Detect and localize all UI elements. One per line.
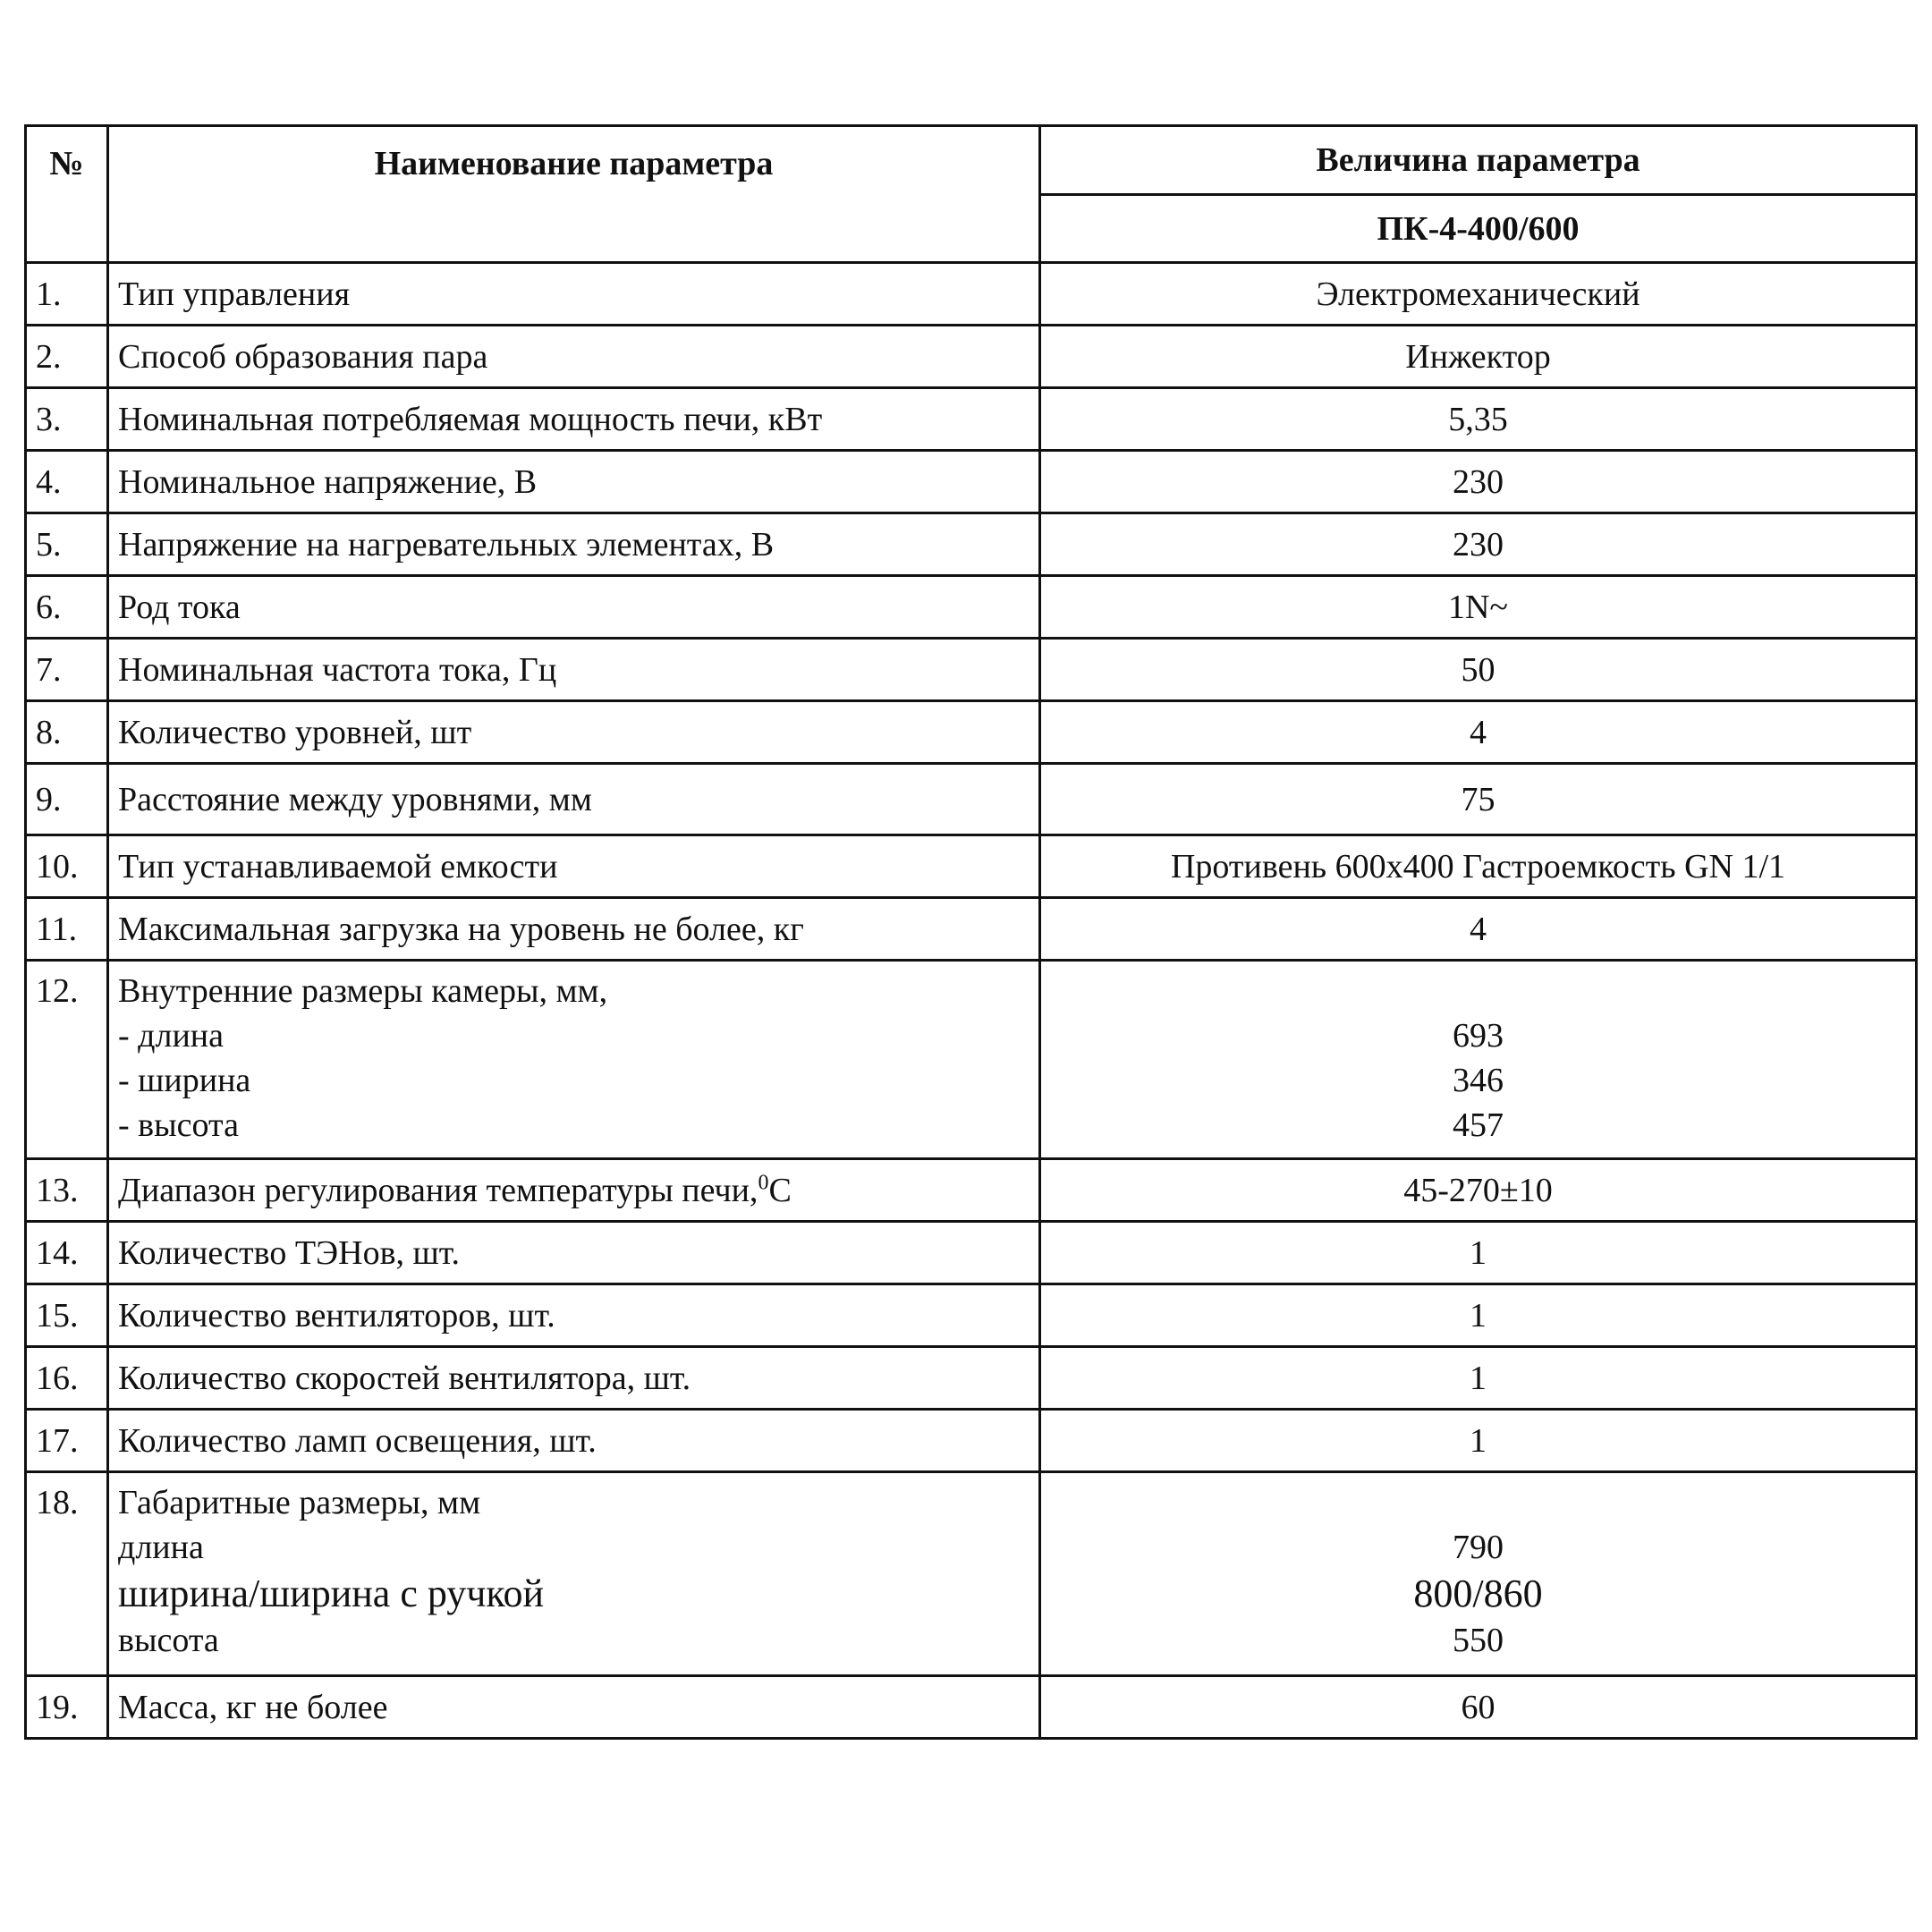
- table-row: [26, 1222, 1917, 1284]
- table-row: [26, 1410, 1917, 1472]
- row-sub-value: 457: [1453, 1106, 1504, 1144]
- row-name: Номинальное напряжение, В: [108, 451, 1040, 513]
- row-value-group: [1040, 1472, 1917, 1676]
- table-row: [26, 639, 1917, 701]
- header-num: №: [26, 126, 108, 263]
- row-sub-value: 550: [1453, 1622, 1504, 1659]
- table-row: [26, 961, 1917, 1159]
- row-name: Способ образования пара: [108, 326, 1040, 388]
- row-name: Тип устанавливаемой емкости: [108, 835, 1040, 898]
- row-num: 1.: [26, 263, 108, 326]
- row-num: 17.: [26, 1410, 108, 1472]
- row-num: 12.: [26, 961, 108, 1159]
- row-sub-name: высота: [118, 1622, 219, 1659]
- table-row: [26, 513, 1917, 576]
- row-value: 1: [1040, 1284, 1917, 1347]
- row-value: 75: [1040, 764, 1917, 835]
- row-num: 4.: [26, 451, 108, 513]
- row-num: 2.: [26, 326, 108, 388]
- row-name-cell: [108, 1159, 1040, 1222]
- row-num: 3.: [26, 388, 108, 451]
- header-row: [26, 126, 1917, 195]
- row-value: 1: [1040, 1222, 1917, 1284]
- row-name: Количество скоростей вентилятора, шт.: [108, 1347, 1040, 1410]
- table-row: [26, 1159, 1917, 1222]
- row-name: Напряжение на нагревательных элементах, В: [108, 513, 1040, 576]
- degree-sup: 0: [758, 1170, 769, 1194]
- row-num: 7.: [26, 639, 108, 701]
- row-value: 50: [1040, 639, 1917, 701]
- table-row: [26, 388, 1917, 451]
- row-value: 60: [1040, 1676, 1917, 1739]
- row-num: 19.: [26, 1676, 108, 1739]
- header-name: Наименование параметра: [108, 126, 1040, 263]
- row-sub-value: 800/860: [1413, 1572, 1543, 1615]
- row-value: 5,35: [1040, 388, 1917, 451]
- table-row: [26, 1347, 1917, 1410]
- row-num: 5.: [26, 513, 108, 576]
- table-row: [26, 701, 1917, 764]
- row-value: Инжектор: [1040, 326, 1917, 388]
- row-value-group: [1040, 961, 1917, 1159]
- header-model: ПК-4-400/600: [1040, 195, 1917, 263]
- row-num: 6.: [26, 576, 108, 639]
- row-name: Количество уровней, шт: [108, 701, 1040, 764]
- row-value: 45-270±10: [1040, 1159, 1917, 1222]
- row-num: 15.: [26, 1284, 108, 1347]
- row-value: 1: [1040, 1347, 1917, 1410]
- row-value: 4: [1040, 898, 1917, 961]
- row-num: 18.: [26, 1472, 108, 1676]
- table-row: [26, 1284, 1917, 1347]
- row-value: 230: [1040, 451, 1917, 513]
- row-value: 1: [1040, 1410, 1917, 1472]
- row-name: Номинальная частота тока, Гц: [108, 639, 1040, 701]
- table-row: [26, 326, 1917, 388]
- row-sub-name: ширина/ширина с ручкой: [118, 1572, 545, 1615]
- row-num: 16.: [26, 1347, 108, 1410]
- row-sub-name: - длина: [118, 1017, 224, 1055]
- row-sub-value: 693: [1453, 1017, 1504, 1055]
- row-name: Количество вентиляторов, шт.: [108, 1284, 1040, 1347]
- table-row: [26, 898, 1917, 961]
- row-value: 1N~: [1040, 576, 1917, 639]
- table-row: [26, 451, 1917, 513]
- row-sub-value: 790: [1453, 1529, 1504, 1566]
- row-num: 8.: [26, 701, 108, 764]
- header-value: Величина параметра: [1040, 126, 1917, 195]
- row-name: Номинальная потребляемая мощность печи, кВт: [108, 388, 1040, 451]
- table-row: [26, 576, 1917, 639]
- row-sub-name: - высота: [118, 1106, 239, 1144]
- row-num: 11.: [26, 898, 108, 961]
- row-value: Электромеханический: [1040, 263, 1917, 326]
- row-sub-name: длина: [118, 1529, 204, 1566]
- row-num: 9.: [26, 764, 108, 835]
- row-name: Количество ТЭНов, шт.: [108, 1222, 1040, 1284]
- row-value: 230: [1040, 513, 1917, 576]
- row-name: Тип управления: [108, 263, 1040, 326]
- row-name: Масса, кг не более: [108, 1676, 1040, 1739]
- row-name: Внутренние размеры камеры, мм,: [118, 972, 608, 1010]
- row-name: Количество ламп освещения, шт.: [108, 1410, 1040, 1472]
- row-name-group: [108, 1472, 1040, 1676]
- spec-table: [24, 124, 1918, 1740]
- row-name-group: [108, 961, 1040, 1159]
- row-unit: С: [768, 1171, 792, 1209]
- row-num: 14.: [26, 1222, 108, 1284]
- row-name: Максимальная загрузка на уровень не более, кг: [108, 898, 1040, 961]
- table-row: [26, 1676, 1917, 1739]
- row-name: Диапазон регулирования температуры печи,: [118, 1171, 758, 1209]
- row-num: 13.: [26, 1159, 108, 1222]
- row-value: Противень 600х400 Гастроемкость GN 1/1: [1040, 835, 1917, 898]
- table-row: [26, 835, 1917, 898]
- row-num: 10.: [26, 835, 108, 898]
- row-sub-name: - ширина: [118, 1062, 251, 1099]
- table-row: [26, 1472, 1917, 1676]
- table-row: [26, 263, 1917, 326]
- row-value: 4: [1040, 701, 1917, 764]
- row-name: Габаритные размеры, мм: [118, 1484, 481, 1521]
- row-sub-value: 346: [1453, 1062, 1504, 1099]
- row-name: Род тока: [108, 576, 1040, 639]
- table-row: [26, 764, 1917, 835]
- row-name: Расстояние между уровнями, мм: [108, 764, 1040, 835]
